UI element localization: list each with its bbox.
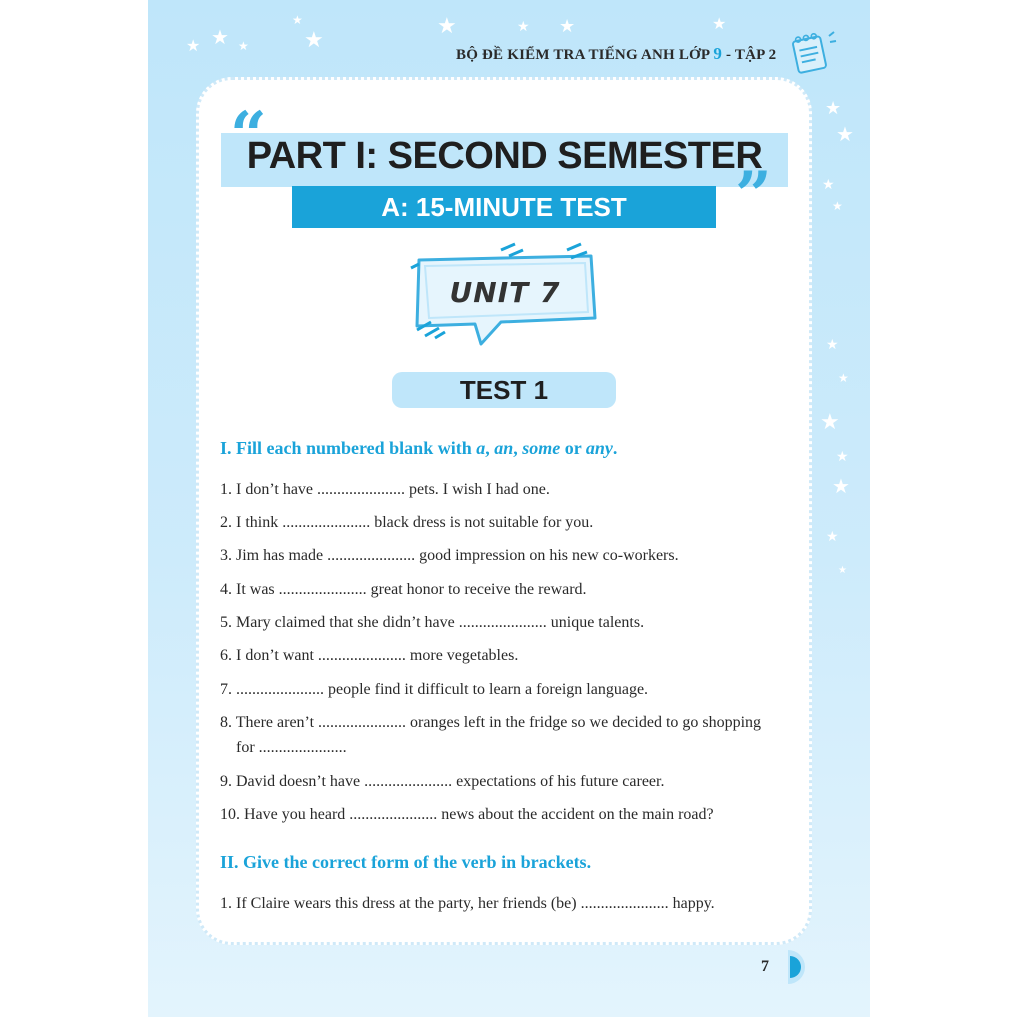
star-icon: ★: [826, 337, 839, 353]
question-item-continuation: for ......................: [236, 739, 347, 756]
section-2-heading: II. Give the correct form of the verb in brackets.: [220, 852, 592, 872]
star-icon: ★: [292, 13, 303, 27]
star-icon: ★: [186, 36, 201, 55]
question-item: 1. I don’t have ...................... pets. I wish I had one.: [220, 481, 550, 498]
star-icon: ★: [712, 14, 727, 33]
star-icon: ★: [836, 449, 849, 465]
star-icon: ★: [826, 529, 839, 545]
star-icon: ★: [836, 122, 854, 146]
book-header: [456, 44, 776, 64]
star-icon: ★: [559, 16, 576, 37]
star-icon: ★: [822, 177, 835, 193]
question-item: 6. I don’t want ...................... more vegetables.: [220, 647, 519, 664]
star-icon: ★: [832, 474, 850, 498]
part-title: PART I: SECOND SEMESTER: [246, 135, 763, 177]
star-icon: ★: [304, 28, 324, 53]
star-icon: ★: [238, 39, 249, 53]
question-item: 7. ...................... people find it difficult to learn a foreign language.: [220, 681, 649, 698]
unit-label: UNIT 7: [449, 276, 561, 309]
question-item: 2. I think ...................... black dress is not suitable for you.: [220, 514, 594, 531]
close-quote-icon: ”: [735, 158, 772, 233]
star-icon: ★: [838, 371, 849, 385]
book-title: BỘ ĐỀ KIỂM TRA TIẾNG ANH LỚP: [456, 47, 710, 63]
volume-label: - TẬP 2: [726, 47, 777, 63]
star-icon: ★: [211, 25, 229, 49]
part-subtitle: A: 15-MINUTE TEST: [292, 186, 716, 228]
question-item: 10. Have you heard ...................... news about the accident on the main road?: [220, 806, 714, 823]
star-icon: ★: [437, 14, 457, 39]
star-icon: ★: [517, 19, 530, 35]
star-icon: ★: [820, 410, 840, 435]
question-item: 9. David doesn’t have ...................... expectations of his future career.: [220, 773, 665, 790]
question-item: 1. If Claire wears this dress at the party, her friends (be) ...................... happy.: [220, 895, 715, 912]
page-number: 7: [761, 958, 769, 975]
question-item: 4. It was ...................... great honor to receive the reward.: [220, 581, 587, 598]
section-1-heading: I. Fill each numbered blank with a, an, some or any.: [220, 438, 618, 458]
notebook-icon: [787, 28, 837, 76]
question-item: 3. Jim has made ...................... good impression on his new co-workers.: [220, 547, 679, 564]
grade-number: 9: [713, 44, 723, 63]
question-item: 8. There aren’t ...................... oranges left in the fridge so we decided to go shopping: [220, 714, 762, 731]
question-item: 5. Mary claimed that she didn’t have ...................... unique talents.: [220, 614, 645, 631]
star-icon: ★: [825, 98, 842, 119]
star-icon: ★: [838, 565, 847, 576]
test-label: TEST 1: [392, 372, 616, 408]
star-icon: ★: [832, 199, 843, 213]
page-tab-icon: [784, 950, 806, 984]
